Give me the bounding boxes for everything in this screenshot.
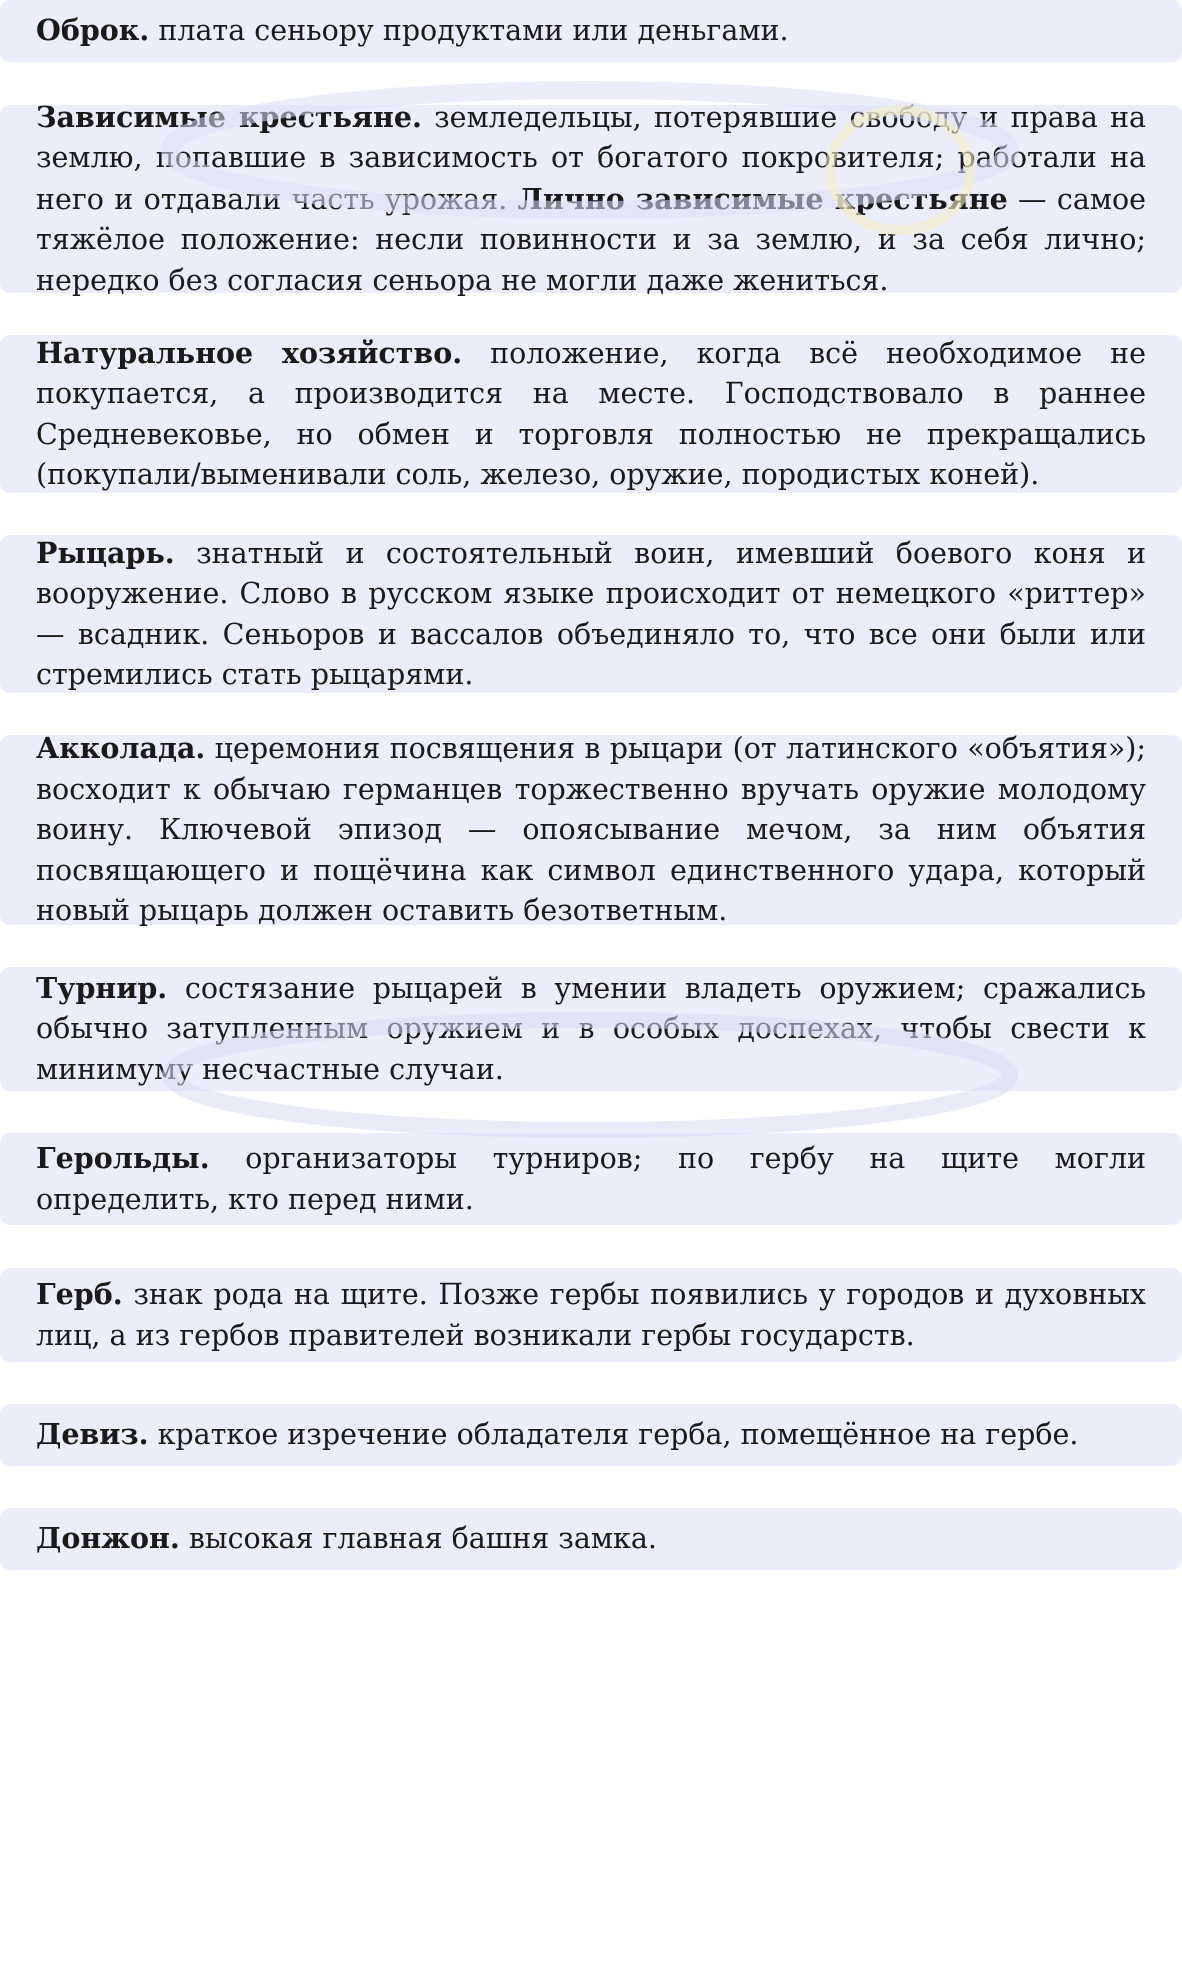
definition-tournament: состязание рыцарей в умении владеть оружием; сражались обычно затупленным оружием и в особых доспехах, чтобы свести к минимуму несчастные случаи. — [36, 971, 1146, 1086]
definition-accolade: церемония посвящения в рыцари (от латинского «объятия»); восходит к обычаю германцев торжественно вручать оружие молодому воину. Ключевой эпизод — опоясывание мечом, за ним объятия посвящающего и пощёчина как символ единственного удара, который новый рыцарь должен оставить безответным. — [36, 732, 1146, 928]
term-heralds: Герольды. — [36, 1141, 210, 1175]
entry-card-knight — [0, 535, 1182, 693]
definition-donjon: высокая главная башня замка. — [179, 1522, 657, 1556]
term-subsistence-economy: Натуральное хозяйство. — [36, 335, 463, 370]
term-coat-of-arms: Герб. — [36, 1277, 123, 1311]
entry-obrok — [36, 10, 1146, 52]
entry-card-accolade — [0, 731, 1182, 928]
entry-card-dependent-peasants — [0, 99, 1182, 297]
entry-tournament — [36, 968, 1146, 1091]
entry-knight — [36, 533, 1146, 696]
entry-accolade — [36, 728, 1146, 932]
term-knight: Рыцарь. — [36, 535, 175, 570]
entry-card-coat-of-arms — [0, 1268, 1182, 1362]
definition-dependent-peasants: земледельцы, потерявшие свободу и права на землю, попавшие в зависимость от богатого покровителя; работали на него и отдавали часть урожая. — [36, 100, 1146, 216]
definition-heralds: организаторы турниров; по гербу на щите могли определить, кто перед ними. — [36, 1142, 1146, 1216]
definition-coat-of-arms: знак рода на щите. Позже гербы появились у городов и духовных лиц, а из гербов правителей возникали гербы государств. — [36, 1278, 1146, 1352]
term-motto: Девиз. — [36, 1417, 149, 1452]
entry-card-donjon — [0, 1508, 1182, 1570]
term-donjon: Донжон. — [36, 1521, 180, 1556]
definition-personally-dependent-peasants: — самое тяжёлое положение: несли повинности и за землю, и за себя лично; нередко без согласия сеньора не могли даже жениться. — [36, 182, 1147, 297]
entry-dependent-peasants — [36, 97, 1146, 302]
entry-card-subsistence-economy — [0, 335, 1182, 493]
entry-donjon — [36, 1518, 1146, 1560]
entry-coat-of-arms — [36, 1274, 1146, 1356]
definition-knight: знатный и состоятельный воин, имевший боевого коня и вооружение. Слово в русском языке происходит от немецкого «риттер» — всадник. Сеньоров и вассалов объединяло то, что все они были или стремились стать рыцарями. — [36, 536, 1146, 691]
term-accolade: Акколада. — [36, 731, 206, 766]
entry-heralds — [36, 1138, 1146, 1220]
entry-card-obrok — [0, 0, 1182, 62]
definition-motto: краткое изречение обладателя герба, помещённое на гербе. — [148, 1418, 1079, 1452]
entry-card-tournament — [0, 967, 1182, 1091]
term-dependent-peasants: Зависимые крестьяне. — [36, 99, 422, 134]
entry-card-motto — [0, 1404, 1182, 1466]
entry-subsistence-economy — [36, 333, 1146, 496]
term-obrok: Оброк. — [36, 13, 150, 48]
entry-card-heralds — [0, 1133, 1182, 1225]
entry-motto — [36, 1414, 1146, 1456]
term-tournament: Турнир. — [36, 970, 168, 1005]
term-personally-dependent-peasants: Лично зависимые крестьяне — [517, 181, 1008, 216]
definition-subsistence-economy: положение, когда всё необходимое не покупается, а производится на месте. Господствовало в раннее Средневековье, но обмен и торговля полностью не прекращались (покупали/выменивали соль, железо, оружие, породистых коней). — [36, 336, 1146, 491]
definition-obrok: плата сеньору продуктами или деньгами. — [149, 14, 789, 48]
